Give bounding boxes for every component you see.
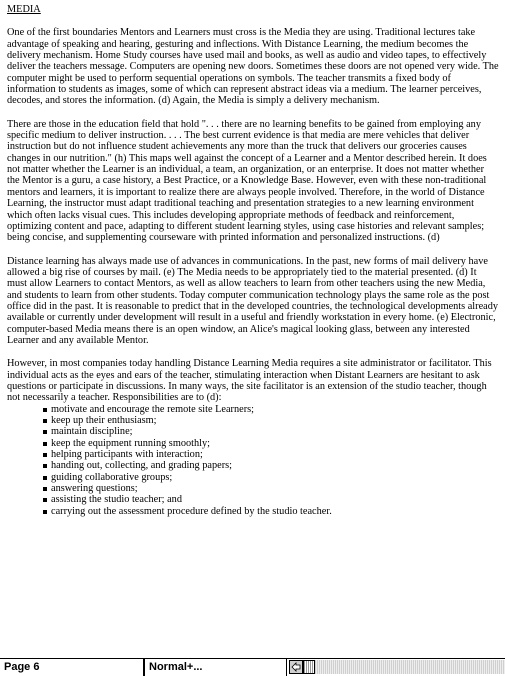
document-page (7, 4, 499, 656)
list-item: motivate and encourage the remote site Learners; (43, 404, 499, 415)
status-separator (286, 659, 287, 676)
scroll-left-button[interactable] (289, 660, 303, 674)
list-item: maintain discipline; (43, 426, 499, 437)
status-bar (0, 658, 505, 676)
paragraph-communications: Distance learning has always made use of advances in communications. In the past, new forms of mail delivery have allowed a big rise of courses by mail. (e) The Media needs to be appropriately tied to the material presented. (d) It must allow Learners to contact Mentors, as well as allow teachers to learn from other teachers using the new Media, and students to learn from other students. Today computer communication technology plays the same role as the post office did in the past. It is reasonable to predict that in the developed countries, the technological developments already available or currently under development will result in a useful and friendly workstation in every home. (e) Electronic, computer-based Media means there is an open window, an Alice's magical looking glass, between any interested Learner and any available Mentor. (7, 255, 499, 346)
list-item: keep up their enthusiasm; (43, 415, 499, 426)
paragraph-media-intro: One of the first boundaries Mentors and Learners must cross is the Media they are using. Traditional lectures take advantage of speaking and hearing, gesturing and inflections. With Distance Learning, the medium becomes the delivery mechanism. Home Study courses have used mail and books, as well as audio and video tapes, to effectively deliver the teachers message. Computers are opening new doors. Sometimes these doors are not opened very wide. The computer might be used to perform sequential operations on symbols. The teacher transmits a fixed body of information to students as images, some of which can represent abstract ideas via a medium. The learner perceives, decodes, and stores the information. (d) Again, the Media is simply a delivery mechanism. (7, 27, 499, 107)
responsibilities-list (7, 404, 499, 517)
list-item: guiding collaborative groups; (43, 472, 499, 483)
list-item: carrying out the assessment procedure defined by the studio teacher. (43, 506, 499, 517)
status-divider (143, 659, 145, 676)
list-item: keep the equipment running smoothly; (43, 438, 499, 449)
style-indicator[interactable]: Normal+... (149, 661, 203, 673)
page-indicator: Page 6 (4, 661, 40, 673)
list-item: handing out, collecting, and grading papers; (43, 460, 499, 471)
list-item: answering questions; (43, 483, 499, 494)
horizontal-scrollbar-track[interactable] (315, 660, 505, 674)
horizontal-scrollbar-thumb[interactable] (303, 660, 315, 674)
section-heading: MEDIA (7, 4, 41, 15)
paragraph-site-facilitator: However, in most companies today handling Distance Learning Media requires a site administrator or facilitator. This individual acts as the eyes and ears of the teacher, stimulating interaction when Distant Learners are hesitant to ask questions or participate in discussions. In many ways, the site facilitator is an extension of the studio teacher, though not necessarily a teacher. Responsibilities are to (d): (7, 358, 492, 404)
list-item: helping participants with interaction; (43, 449, 499, 460)
list-item: assisting the studio teacher; and (43, 494, 499, 505)
paragraph-education-field: There are those in the education field that hold ". . . there are no learning benefits to be gained from employing any specific medium to deliver instruction. . . . The best current evidence is that media are mere vehicles that deliver instruction but do not influence student achievements any more than the truck that delivers our groceries causes changes in our nutrition." (h) This maps well against the concept of a Learner and a Mentor described herein. It does not matter whether the Learner is an individual, a team, an organization, or an enterprise. It does not matter whether the Mentor is a guru, a case history, a Best Practice, or a Knowledge Base. However, even with these non-traditional mentors and learners, it is important to realize there are always people involved. Therefore, in the world of Distance Learning, the instructor must adapt traditional teaching and presentation strategies to a new learning environment which often lacks visual cues. This includes developing appropriate methods of feedback and reinforcement, optimizing content and pace, adapting to different student learning styles, using case histories and relevant samples; being concise, and supplementing courseware with printed information and personalized instructions. (d) (7, 118, 487, 244)
